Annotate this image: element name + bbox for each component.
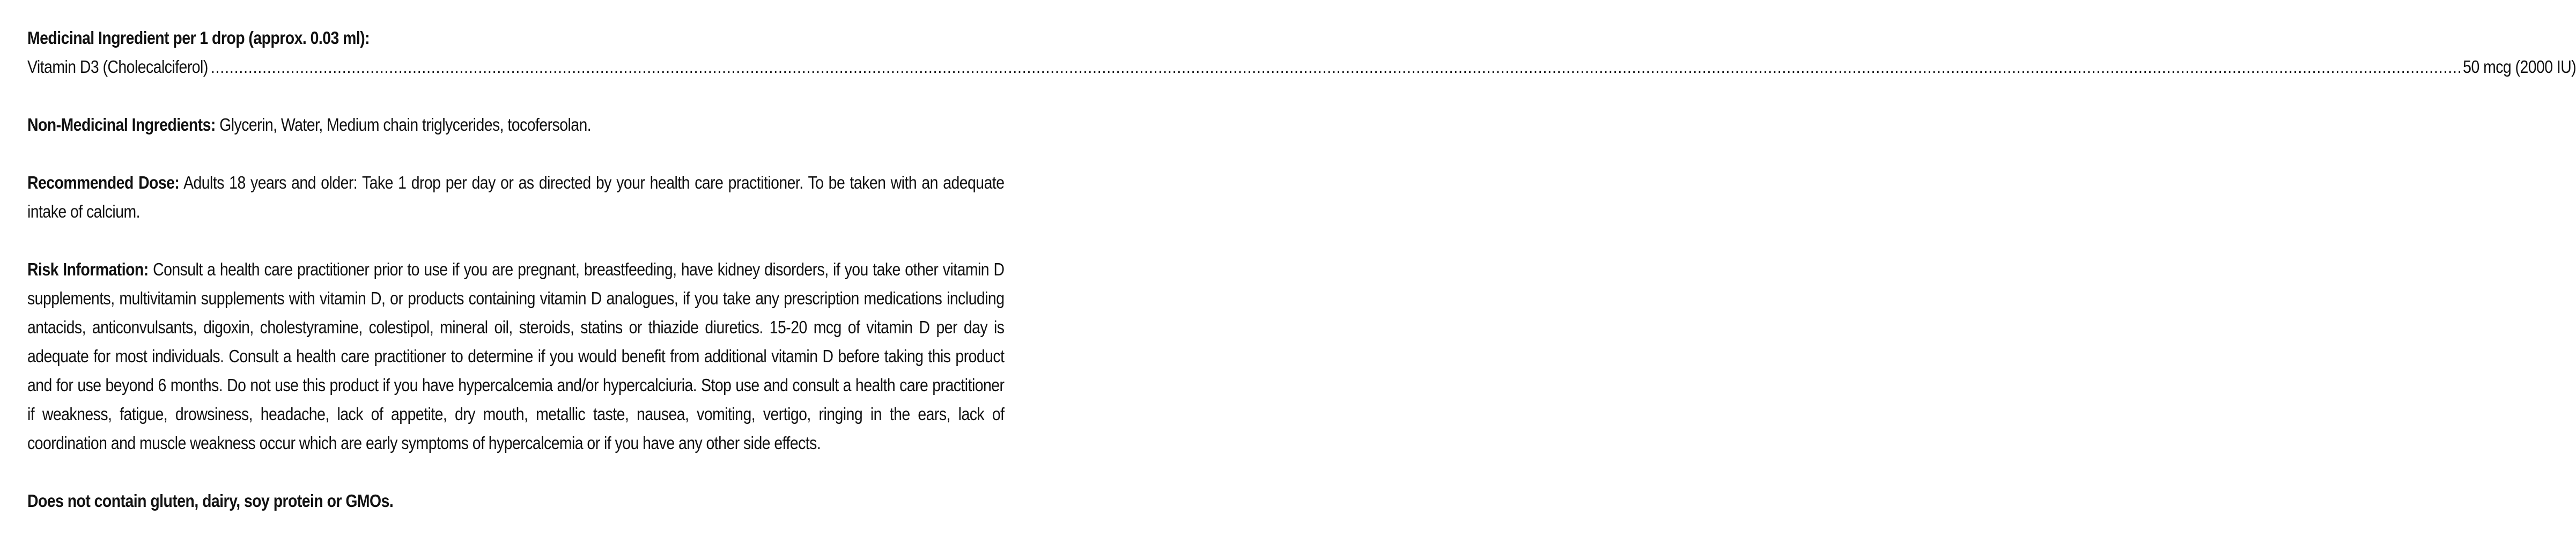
product-label-document	[27, 24, 2576, 516]
non-medicinal-paragraph	[27, 110, 1004, 139]
medicinal-ingredient-heading: Medicinal Ingredient per 1 drop (approx. 0.03 ml):	[27, 28, 370, 48]
risk-information-paragraph	[27, 255, 1004, 458]
label-text-block	[27, 24, 2576, 516]
allergen-statement-section	[27, 487, 1004, 516]
non-medicinal-section	[27, 110, 1004, 139]
recommended-dose-label: Recommended Dose:	[27, 173, 180, 192]
medicinal-ingredient-section	[27, 24, 2576, 81]
risk-information-section	[27, 255, 1004, 458]
allergen-statement: Does not contain gluten, dairy, soy protein or GMOs.	[27, 491, 394, 511]
recommended-dose-paragraph	[27, 168, 1004, 226]
non-medicinal-label: Non-Medicinal Ingredients:	[27, 115, 216, 135]
non-medicinal-text: Glycerin, Water, Medium chain triglycerides, tocofersolan.	[219, 115, 592, 135]
recommended-dose-section	[27, 168, 1004, 226]
dot-leader: ................................................................................................................................................................................................................................................................................................................................................................................................................................................................................................	[210, 57, 2462, 77]
ingredient-amount: 50 mcg (2000 IU)	[2463, 57, 2576, 77]
ingredient-name: Vitamin D3 (Cholecalciferol)	[27, 57, 208, 77]
ingredient-row	[27, 53, 2576, 81]
risk-information-label: Risk Information:	[27, 259, 149, 279]
risk-information-text: Consult a health care practitioner prior to use if you are pregnant, breastfeeding, have kidney disorders, if you take other vitamin D supplements, multivitamin supplements with vitamin D, or products containing vitamin D analogues, if you take any prescription medications including antacids, anticonvulsants, digoxin, cholestyramine, colestipol, mineral oil, steroids, statins or thiazide diuretics. 15-20 mcg of vitamin D per day is adequate for most individuals. Consult a health care practitioner to determine if you would benefit from additional vitamin D before taking this product and for use beyond 6 months. Do not use this product if you have hypercalcemia and/or hypercalciuria. Stop use and consult a health care practitioner if weakness, fatigue, drowsiness, headache, lack of appetite, dry mouth, metallic taste, nausea, vomiting, vertigo, ringing in the ears, lack of coordination and muscle weakness occur which are early symptoms of hypercalcemia or if you have any other side effects.	[27, 259, 1005, 453]
recommended-dose-text: Adults 18 years and older: Take 1 drop per day or as directed by your health care practitioner. To be taken with an adequate intake of calcium.	[27, 173, 1005, 221]
